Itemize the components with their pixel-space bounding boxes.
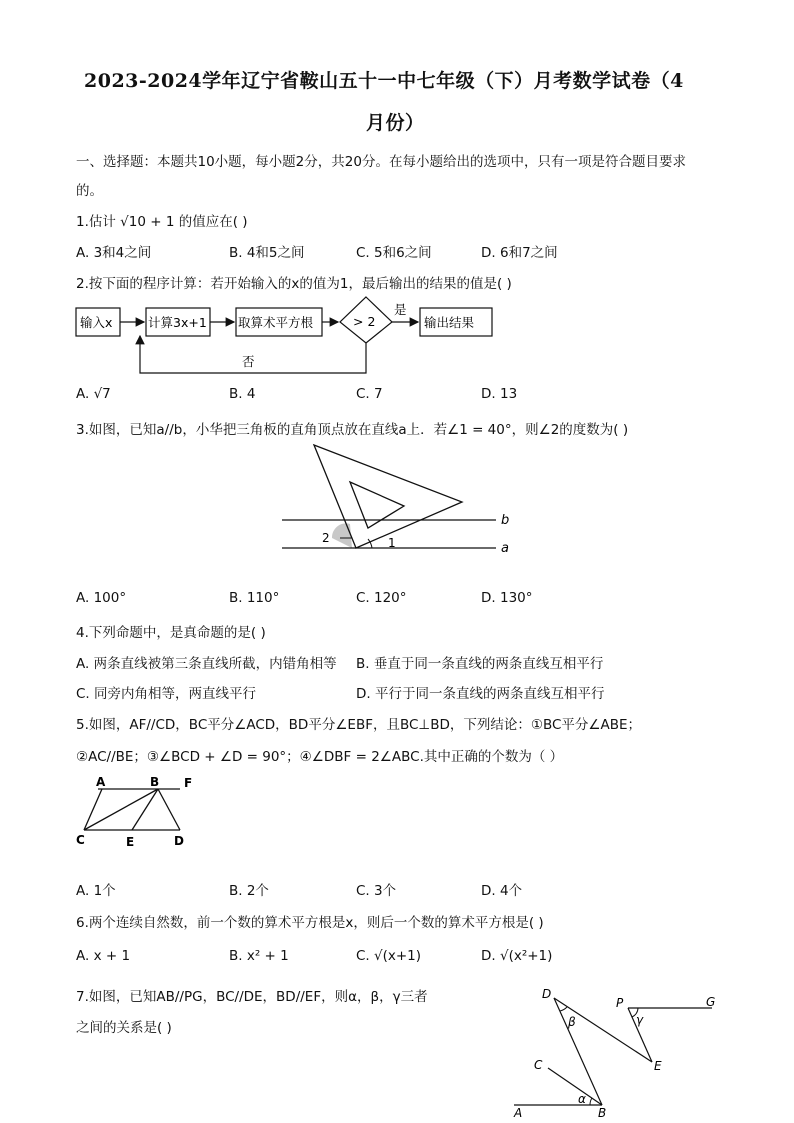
point-g-label: G (706, 995, 716, 1009)
question-6-option-c: C. √(x+1) (356, 948, 422, 964)
question-3-stem: 3.如图，已知a//b，小华把三角板的直角顶点放在直线a上．若∠1 = 40°，则∠2的度数为( ) (76, 422, 629, 438)
question-4-option-b: B. 垂直于同一条直线的两条直线互相平行 (356, 656, 604, 672)
question-5-option-a: A. 1个 (76, 883, 116, 899)
page-title-line1: 2023-2024学年辽宁省鞍山五十一中七年级（下）月考数学试卷（4 (84, 70, 684, 92)
point-c-label: C (76, 833, 85, 847)
flow-no-label: 否 (242, 354, 255, 369)
flow-output-label: 输出结果 (424, 315, 475, 330)
question-2-option-b: B. 4 (229, 386, 256, 402)
point-p-label: P (616, 996, 624, 1010)
question-1-option-c: C. 5和6之间 (356, 245, 432, 261)
angle-beta-label: β (568, 1015, 576, 1029)
question-2-option-a: A. √7 (76, 386, 111, 402)
segment-ac (84, 789, 102, 830)
question-5-option-d: D. 4个 (481, 883, 523, 899)
question-7-stem-line1: 7.如图，已知AB//PG，BC//DE，BD//EF，则α，β，γ三者 (76, 989, 428, 1005)
question-2-option-d: D. 13 (481, 386, 518, 402)
triangle-ruler-figure (276, 440, 526, 560)
line-b-label: b (501, 513, 510, 528)
segment-bd (158, 789, 180, 830)
question-3-option-a: A. 100° (76, 590, 127, 606)
point-d-label: D (174, 834, 184, 848)
flow-compute-label: 计算3x+1 (148, 315, 207, 330)
triangle-ruler-inner (350, 482, 404, 528)
flow-input-label: 输入x (80, 315, 113, 330)
flow-condition-label: > 2 (353, 314, 376, 329)
question-2-stem: 2.按下面的程序计算：若开始输入的x的值为1，最后输出的结果的值是( ) (76, 276, 512, 292)
point-a-label: A (96, 775, 106, 789)
flow-yes-label: 是 (394, 302, 407, 317)
segment-bc (84, 789, 158, 830)
question-1-stem: 1.估计 √10 + 1 的值应在( ) (76, 214, 248, 230)
question-2-option-c: C. 7 (356, 386, 383, 402)
question-4-option-c: C. 同旁内角相等，两直线平行 (76, 686, 257, 702)
question-1-option-b: B. 4和5之间 (229, 245, 305, 261)
question-3-option-c: C. 120° (356, 590, 407, 606)
point-d-label: D (542, 987, 552, 1001)
section-header-line2: 的。 (76, 183, 103, 199)
flowchart-figure (70, 296, 510, 378)
question-6-option-d: D. √(x²+1) (481, 948, 553, 964)
question-4-option-a: A. 两条直线被第三条直线所截，内错角相等 (76, 656, 337, 672)
point-a-label: A (514, 1106, 523, 1120)
question-5-option-c: C. 3个 (356, 883, 397, 899)
angle-1-arc (368, 539, 372, 548)
question-1-option-a: A. 3和4之间 (76, 245, 152, 261)
question-7-stem-line2: 之间的关系是( ) (76, 1020, 172, 1036)
point-e-label: E (654, 1059, 662, 1073)
segment-be (132, 789, 158, 830)
question-4-option-d: D. 平行于同一条直线的两条直线互相平行 (356, 686, 605, 702)
angle-alpha-label: α (578, 1092, 586, 1106)
question-5-option-b: B. 2个 (229, 883, 269, 899)
angle-beta-arc (560, 1007, 567, 1011)
flow-sqrt-label: 取算术平方根 (238, 315, 314, 330)
question-5-stem-line1: 5.如图，AF//CD，BC平分∠ACD，BD平分∠EBF，且BC⊥BD，下列结论：①BC平分∠ABE； (76, 717, 642, 733)
question-3-option-b: B. 110° (229, 590, 280, 606)
question-3-option-d: D. 130° (481, 590, 533, 606)
angle-gamma-label: γ (636, 1013, 644, 1027)
section-header-line1: 一、选择题：本题共10小题，每小题2分，共20分。在每小题给出的选项中，只有一项是符合题目要求 (76, 154, 686, 170)
point-e-label: E (126, 835, 135, 849)
point-b-label: B (598, 1106, 607, 1120)
question-6-option-b: B. x² + 1 (229, 948, 289, 964)
question-4-stem: 4.下列命题中，是真命题的是( ) (76, 625, 266, 641)
angles-figure (508, 982, 724, 1120)
angle-2-label: 2 (322, 531, 330, 545)
point-b-label: B (150, 775, 160, 789)
parallel-lines-figure (72, 772, 202, 854)
angle-2-shading (332, 523, 352, 548)
question-1-option-d: D. 6和7之间 (481, 245, 558, 261)
point-c-label: C (534, 1058, 543, 1072)
line-a-label: a (501, 541, 509, 556)
angle-1-label: 1 (388, 536, 396, 550)
question-5-stem-line2: ②AC//BE；③∠BCD + ∠D = 90°；④∠DBF = 2∠ABC.其中正确的个数为（ ） (76, 749, 564, 765)
point-f-label: F (184, 776, 193, 790)
angle-alpha-arc (590, 1098, 592, 1105)
question-6-option-a: A. x + 1 (76, 948, 131, 964)
page-title-line2: 月份） (366, 112, 425, 134)
question-6-stem: 6.两个连续自然数，前一个数的算术平方根是x，则后一个数的算术平方根是( ) (76, 915, 544, 931)
